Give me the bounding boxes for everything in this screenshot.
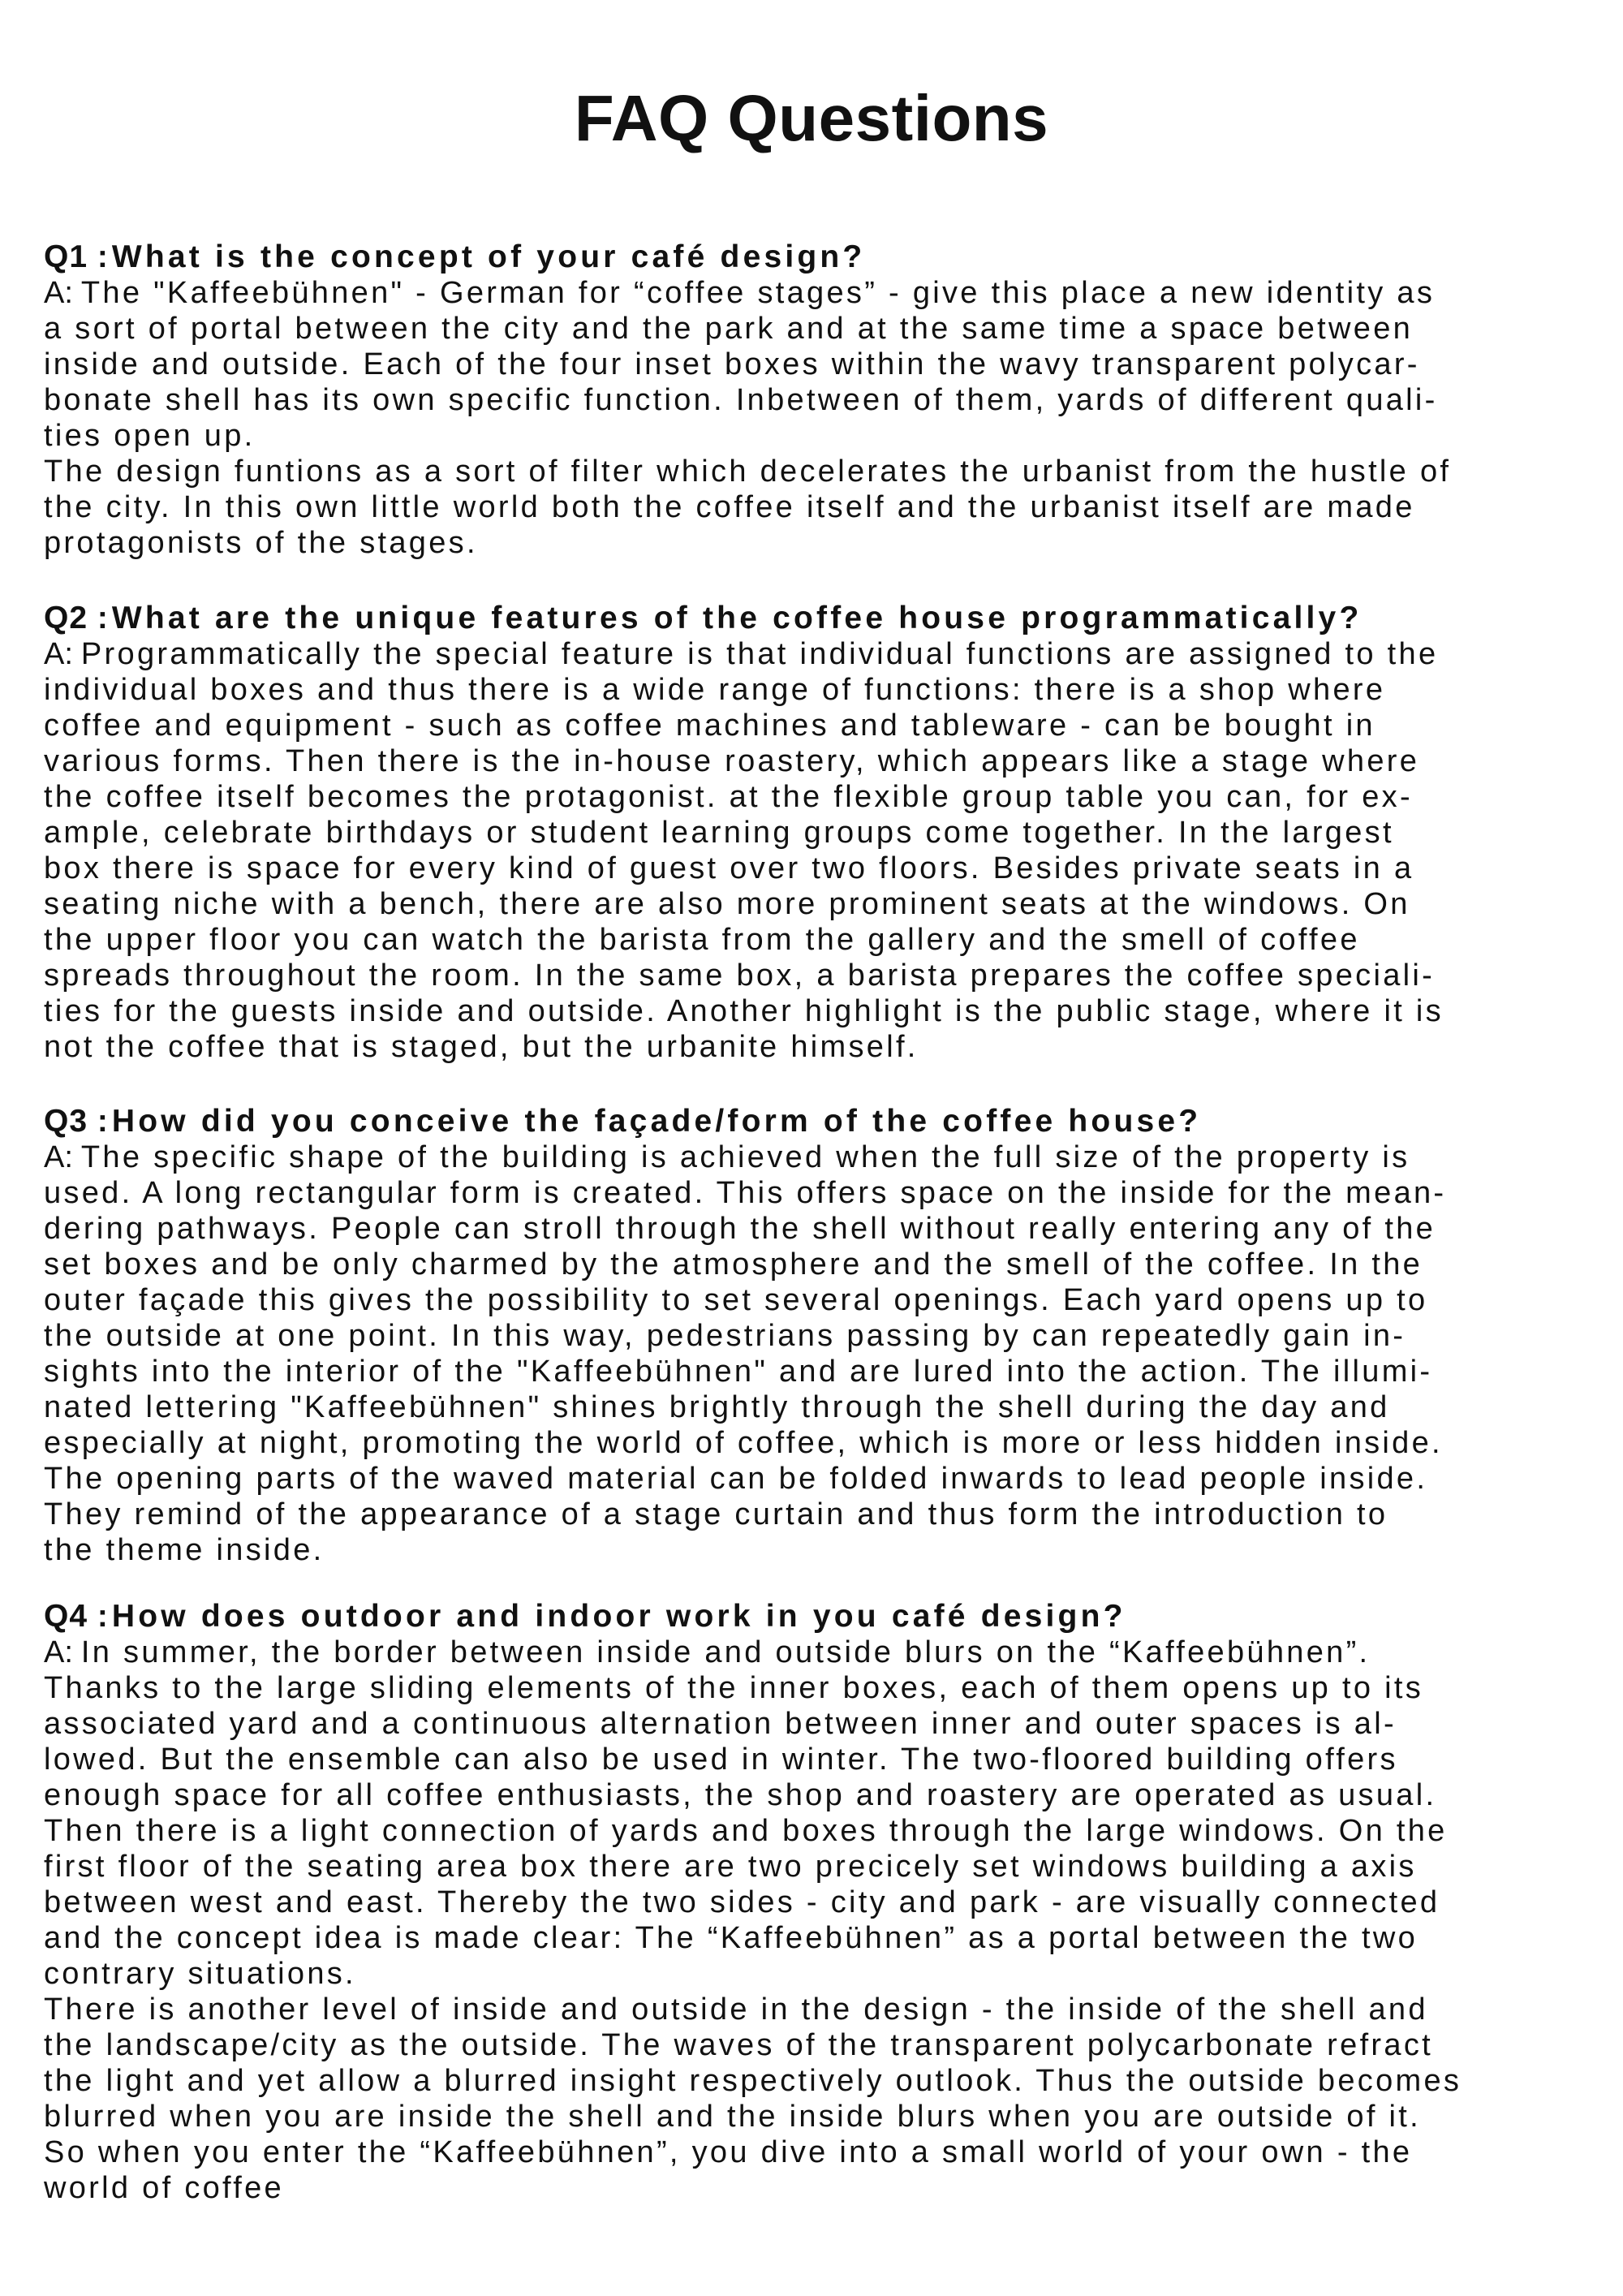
answer-line: They remind of the appearance of a stage curtain and thus form the introduction to (44, 1497, 1388, 1531)
question-4 (44, 1599, 1586, 1635)
answer-line: enough space for all coffee enthusiasts, the shop and roastery are operated as usual. (44, 1778, 1437, 1812)
answer-line: lowed. But the ensemble can also be used in winter. The two-floored building offers (44, 1742, 1398, 1777)
answer-line: various forms. Then there is the in-house roastery, which appears like a stage where (44, 744, 1420, 778)
answer-line: The design funtions as a sort of filter which decelerates the urbanist from the hustle of (44, 454, 1452, 489)
answer-4 (44, 1635, 1586, 2206)
answer-label: A: (44, 1140, 73, 1174)
answer-line: There is another level of inside and outside in the design - the inside of the shell and (44, 1992, 1428, 2027)
answer-line: set boxes and be only charmed by the atmosphere and the smell of the coffee. In the (44, 1247, 1423, 1282)
answer-line: protagonists of the stages. (44, 526, 478, 560)
answer-line: the outside at one point. In this way, pedestrians passing by can repeatedly gain in- (44, 1319, 1406, 1353)
faq-item-4 (44, 1599, 1586, 2206)
question-number: Q3 : (44, 1104, 109, 1139)
answer-line: first floor of the seating area box there are two precicely set windows building a axis (44, 1850, 1417, 1884)
answer-3 (44, 1139, 1586, 1568)
answer-line: the light and yet allow a blurred insight respectively outlook. Thus the outside becomes (44, 2064, 1462, 2098)
answer-line: sights into the interior of the "Kaffeebühnen" and are lured into the action. The illumi- (44, 1355, 1433, 1389)
answer-line: spreads throughout the room. In the same box, a barista prepares the coffee speciali- (44, 958, 1436, 993)
faq-item-1 (44, 239, 1586, 561)
answer-line: Then there is a light connection of yards and boxes through the large windows. On the (44, 1814, 1448, 1848)
answer-line: A: The specific shape of the building is achieved when the full size of the property is (44, 1140, 1410, 1174)
question-text: How does outdoor and indoor work in you café design? (111, 1599, 1126, 1634)
question-number: Q4 : (44, 1599, 109, 1634)
answer-line: A: Programmatically the special feature is that individual functions are assigned to the (44, 637, 1439, 671)
answer-line: A: The "Kaffeebühnen" - German for “coffee stages” - give this place a new identity as (44, 276, 1436, 310)
answer-line: and the concept idea is made clear: The “Kaffeebühnen” as a portal between the two (44, 1921, 1419, 1955)
answer-line: blurred when you are inside the shell and the inside blurs when you are outside of it. (44, 2100, 1421, 2134)
answer-line: the landscape/city as the outside. The waves of the transparent polycarbonate refract (44, 2028, 1433, 2062)
answer-line: The opening parts of the waved material can be folded inwards to lead people inside. (44, 1462, 1428, 1496)
question-3 (44, 1104, 1586, 1139)
answer-line: ample, celebrate birthdays or student learning groups come together. In the largest (44, 816, 1394, 850)
answer-line: inside and outside. Each of the four inset boxes within the wavy transparent polycar- (44, 347, 1420, 381)
answer-line: associated yard and a continuous alternation between inner and outer spaces is al- (44, 1707, 1397, 1741)
answer-line: coffee and equipment - such as coffee machines and tableware - can be bought in (44, 709, 1375, 743)
answer-1 (44, 275, 1586, 561)
answer-line: A: In summer, the border between inside and outside blurs on the “Kaffeebühnen”. (44, 1635, 1371, 1669)
answer-line: nated lettering "Kaffeebühnen" shines brightly through the shell during the day and (44, 1390, 1390, 1424)
answer-line: especially at night, promoting the world of coffee, which is more or less hidden inside. (44, 1426, 1443, 1460)
answer-line: the city. In this own little world both the coffee itself and the urbanist itself are made (44, 490, 1415, 524)
answer-line: ties for the guests inside and outside. Another highlight is the public stage, where it is (44, 994, 1444, 1028)
answer-line: contrary situations. (44, 1957, 356, 1991)
answer-line: between west and east. Thereby the two sides - city and park - are visually connected (44, 1885, 1440, 1919)
answer-line: ties open up. (44, 419, 256, 453)
answer-line: bonate shell has its own specific function. Inbetween of them, yards of different quali- (44, 383, 1438, 417)
page-title: FAQ Questions (574, 82, 1049, 154)
answer-line: world of coffee (44, 2171, 284, 2205)
answer-line: the theme inside. (44, 1533, 325, 1567)
answer-line: not the coffee that is staged, but the urbanite himself. (44, 1030, 919, 1064)
answer-line: a sort of portal between the city and the park and at the same time a space between (44, 312, 1414, 346)
faq-item-3 (44, 1104, 1586, 1568)
faq-item-2 (44, 601, 1586, 1065)
answer-line: individual boxes and thus there is a wide range of functions: there is a shop where (44, 673, 1386, 707)
answer-line: used. A long rectangular form is created. This offers space on the inside for the mean- (44, 1176, 1447, 1210)
answer-label: A: (44, 637, 73, 671)
answer-line: Thanks to the large sliding elements of the inner boxes, each of them opens up to its (44, 1671, 1424, 1705)
question-number: Q1 : (44, 239, 109, 274)
answer-2 (44, 636, 1586, 1065)
answer-line: the upper floor you can watch the barista from the gallery and the smell of coffee (44, 923, 1360, 957)
question-1 (44, 239, 1586, 275)
answer-line: box there is space for every kind of guest over two floors. Besides private seats in a (44, 851, 1414, 885)
answer-label: A: (44, 276, 73, 310)
answer-label: A: (44, 1635, 73, 1669)
answer-line: So when you enter the “Kaffeebühnen”, you dive into a small world of your own - the (44, 2135, 1413, 2169)
question-text: How did you conceive the façade/form of the coffee house? (111, 1104, 1202, 1139)
answer-line: dering pathways. People can stroll through the shell without really entering any of the (44, 1212, 1436, 1246)
answer-line: seating niche with a bench, there are also more prominent seats at the windows. On (44, 887, 1410, 921)
question-text: What is the concept of your café design? (111, 239, 866, 274)
answer-line: the coffee itself becomes the protagonist. at the flexible group table you can, for ex- (44, 780, 1413, 814)
question-2 (44, 601, 1586, 636)
question-text: What are the unique features of the coffee house programmatically? (111, 601, 1363, 635)
question-number: Q2 : (44, 601, 109, 635)
answer-line: outer façade this gives the possibility to set several openings. Each yard opens up to (44, 1283, 1428, 1317)
